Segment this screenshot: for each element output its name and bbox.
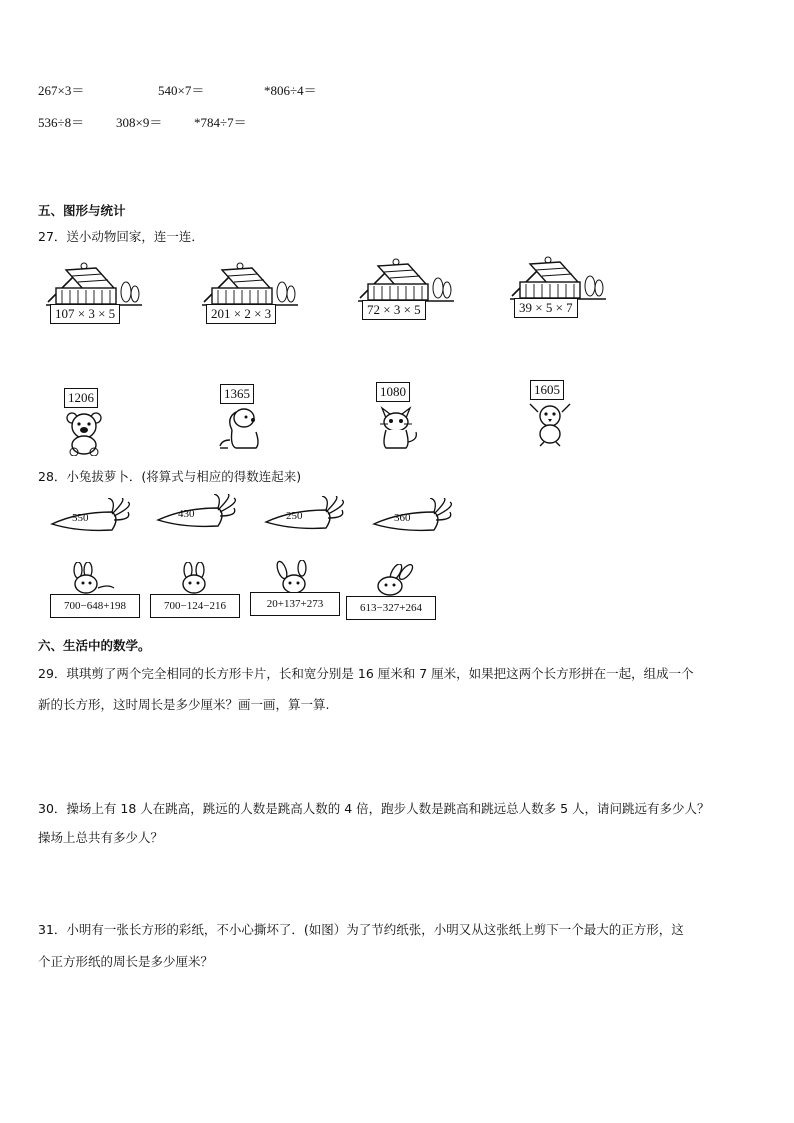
carrot-icon <box>48 498 148 538</box>
question-30-line2: 操场上总共有多少人？ <box>38 830 164 845</box>
rabbit-expression: 613−327+264 <box>346 596 436 620</box>
rabbit-expression: 700−648+198 <box>50 594 140 618</box>
calc-4: 536÷8＝ <box>38 115 85 130</box>
calc-1: 267×3＝ <box>38 83 85 98</box>
carrot-number: 430 <box>178 508 195 520</box>
question-31-line1: 31．小明有一张长方形的彩纸，不小心撕坏了．(如图）为了节约纸张，小明又从这张纸上剪下一个最大的正方形，这 <box>38 922 684 937</box>
rabbit-2 <box>150 562 242 626</box>
carrot-number: 250 <box>286 510 303 522</box>
animal-number: 1206 <box>64 388 98 408</box>
carrot-number: 360 <box>394 512 411 524</box>
animal-bear <box>60 388 120 456</box>
house-3 <box>356 258 460 322</box>
rabbit-icon <box>68 562 118 596</box>
carrot-4 <box>370 498 470 538</box>
rabbit-4 <box>346 564 438 628</box>
section-title-6: 六、生活中的数学。 <box>38 638 151 653</box>
house-icon <box>200 262 300 308</box>
rabbit-icon <box>272 560 322 596</box>
question-28-text: 28．小兔拔萝卜．(将算式与相应的得数连起来) <box>38 469 302 484</box>
question-29-line1: 29．琪琪剪了两个完全相同的长方形卡片，长和宽分别是 16 厘米和 7 厘米，如果把这两个长方形拼在一起，组成一个 <box>38 666 694 681</box>
dog-icon <box>216 406 266 452</box>
calc-5: 308×9＝ <box>116 115 163 130</box>
house-2 <box>200 262 304 326</box>
house-icon <box>356 258 456 304</box>
house-icon <box>44 262 144 308</box>
section-title-5: 五、图形与统计 <box>38 203 126 218</box>
rabbit-icon <box>172 562 222 596</box>
animal-chick <box>526 380 586 448</box>
carrot-1 <box>48 498 148 538</box>
carrot-icon <box>262 496 362 536</box>
house-label: 107 × 3 × 5 <box>50 304 120 324</box>
house-icon <box>508 256 608 302</box>
carrot-icon <box>370 498 470 538</box>
animal-dog <box>216 384 276 452</box>
house-label: 39 × 5 × 7 <box>514 298 578 318</box>
animal-number: 1605 <box>530 380 564 400</box>
house-label: 72 × 3 × 5 <box>362 300 426 320</box>
rabbit-3 <box>250 560 342 624</box>
calc-2: 540×7＝ <box>158 83 205 98</box>
carrot-icon <box>154 494 254 534</box>
question-29-line2: 新的长方形，这时周长是多少厘米？画一画，算一算. <box>38 697 330 712</box>
cat-icon <box>372 404 422 450</box>
house-4 <box>508 256 612 320</box>
calc-6: *784÷7＝ <box>194 115 247 130</box>
question-31-line2: 个正方形纸的周长是多少厘米？ <box>38 954 214 969</box>
animal-cat <box>372 382 432 450</box>
animal-number: 1080 <box>376 382 410 402</box>
rabbit-expression: 700−124−216 <box>150 594 240 618</box>
rabbit-icon <box>366 564 426 598</box>
bear-icon <box>60 410 110 456</box>
house-label: 201 × 2 × 3 <box>206 304 276 324</box>
animal-number: 1365 <box>220 384 254 404</box>
calc-3: *806÷4＝ <box>264 83 317 98</box>
rabbit-1 <box>50 562 142 626</box>
house-1 <box>44 262 148 326</box>
chick-icon <box>526 402 576 448</box>
carrot-2 <box>154 494 254 534</box>
question-30-line1: 30．操场上有 18 人在跳高，跳远的人数是跳高人数的 4 倍，跑步人数是跳高和跳远总人数多 5 人，请问跳远有多少人？ <box>38 801 710 816</box>
carrot-number: 550 <box>72 512 89 524</box>
rabbit-expression: 20+137+273 <box>250 592 340 616</box>
question-27-text: 27．送小动物回家，连一连． <box>38 229 204 244</box>
carrot-3 <box>262 496 362 536</box>
